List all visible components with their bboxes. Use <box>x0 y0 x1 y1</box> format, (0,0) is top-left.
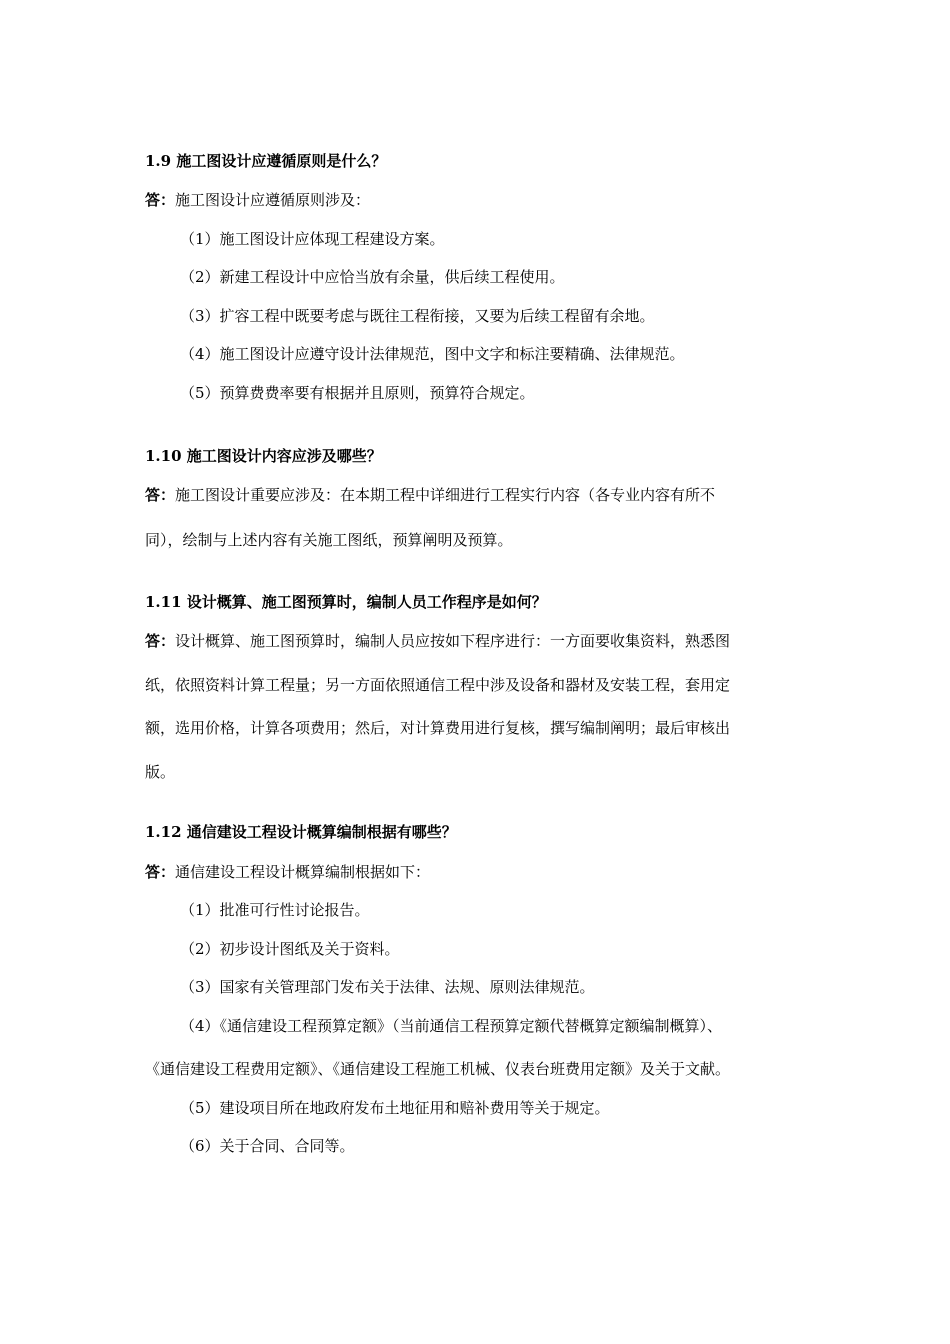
section-heading: 1.10 施工图设计内容应涉及哪些？ <box>145 447 382 465</box>
list-item: （3）扩容工程中既要考虑与既往工程衔接，又要为后续工程留有余地。 <box>180 307 655 325</box>
answer-label: 答： <box>145 191 176 209</box>
answer-line <box>145 485 715 505</box>
answer-label: 答： <box>145 863 176 881</box>
answer-label: 答： <box>145 632 176 650</box>
answer-text: 设计概算、施工图预算时，编制人员应按如下程序进行：一方面要收集资料，熟悉图 <box>175 632 731 650</box>
section-heading: 1.12 通信建设工程设计概算编制根据有哪些？ <box>145 823 457 841</box>
list-item: （5）预算费费率要有根据并且原则，预算符合规定。 <box>180 384 535 402</box>
section-heading: 1.9 施工图设计应遵循原则是什么？ <box>145 152 387 170</box>
answer-line <box>145 862 430 882</box>
answer-line <box>145 631 730 651</box>
answer-text: 通信建设工程设计概算编制根据如下： <box>175 863 431 881</box>
list-item: （4）《通信建设工程预算定额》（当前通信工程预算定额代替概算定额编制概算）、 <box>180 1017 723 1035</box>
list-item-continuation: 《通信建设工程费用定额》、《通信建设工程施工机械、仪表台班费用定额》及关于文献。 <box>145 1060 731 1078</box>
answer-text: 同），绘制与上述内容有关施工图纸，预算阐明及预算。 <box>145 531 513 549</box>
section-heading: 1.11 设计概算、施工图预算时，编制人员工作程序是如何？ <box>145 593 547 611</box>
list-item: （1）批准可行性讨论报告。 <box>180 901 370 919</box>
answer-label: 答： <box>145 486 176 504</box>
list-item: （3）国家有关管理部门发布关于法律、法规、原则法律规范。 <box>180 978 595 996</box>
list-item: （2）初步设计图纸及关于资料。 <box>180 940 400 958</box>
list-item: （6）关于合同、合同等。 <box>180 1137 355 1155</box>
answer-text: 额，选用价格，计算各项费用；然后，对计算费用进行复核，撰写编制阐明；最后审核出 <box>145 719 731 737</box>
list-item: （4）施工图设计应遵守设计法律规范，图中文字和标注要精确、法律规范。 <box>180 345 685 363</box>
answer-text: 施工图设计重要应涉及：在本期工程中详细进行工程实行内容（各专业内容有所不 <box>175 486 716 504</box>
answer-text: 版。 <box>145 763 176 781</box>
list-item: （5）建设项目所在地政府发布土地征用和赔补费用等关于规定。 <box>180 1099 610 1117</box>
answer-text: 纸，依照资料计算工程量；另一方面依照通信工程中涉及设备和器材及安装工程，套用定 <box>145 676 731 694</box>
list-item: （2）新建工程设计中应恰当放有余量，供后续工程使用。 <box>180 268 565 286</box>
answer-text: 施工图设计应遵循原则涉及： <box>175 191 371 209</box>
answer-line <box>145 190 370 210</box>
list-item: （1）施工图设计应体现工程建设方案。 <box>180 230 445 248</box>
